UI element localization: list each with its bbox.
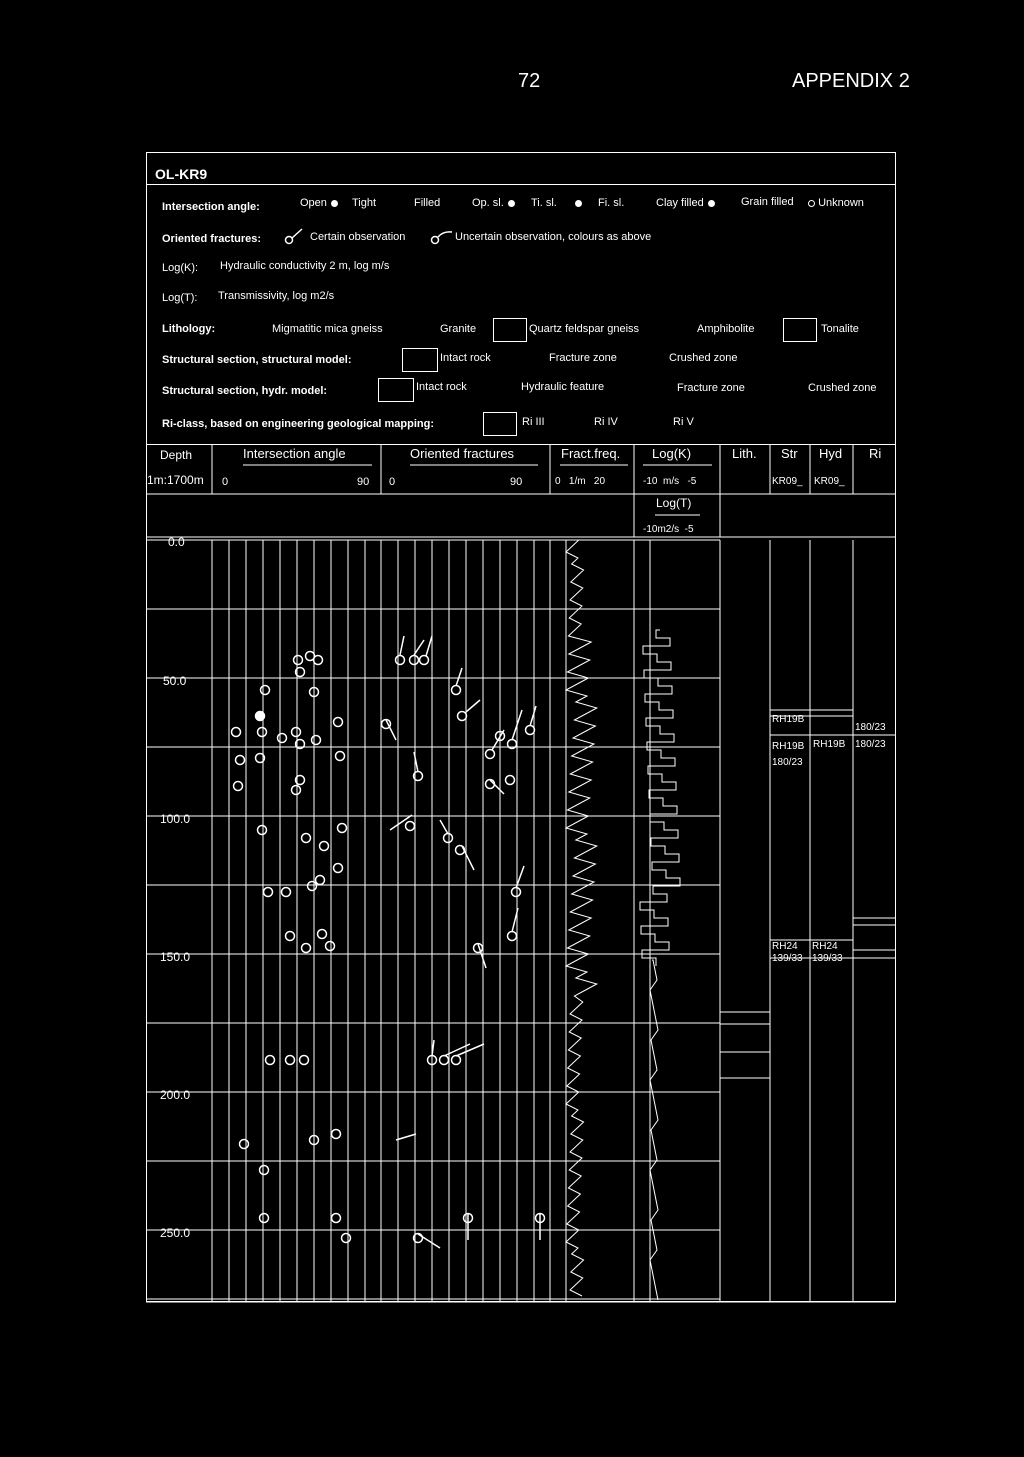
- open-fracture-dot: [256, 712, 265, 721]
- fract-scale: 0 1/m 20: [555, 476, 606, 487]
- depth-label-50: 50.0: [163, 674, 187, 688]
- legend-fi-sl: Fi. sl.: [598, 197, 625, 209]
- ri-iv: Ri IV: [594, 416, 618, 428]
- hyd-zone-label: RH24: [812, 941, 838, 952]
- depth-label-100: 100.0: [160, 812, 191, 826]
- fracture-ring: [334, 864, 343, 873]
- fracture-ring: [486, 750, 495, 759]
- fracture-ring: [278, 734, 287, 743]
- oriented-fracture-tail: [396, 1134, 416, 1140]
- fracture-ring: [232, 728, 241, 737]
- hydr-feature: Hydraulic feature: [521, 381, 605, 393]
- fracture-ring: [506, 776, 515, 785]
- fracture-ring: [338, 824, 347, 833]
- logt-legend-label: Log(T):: [162, 292, 198, 304]
- hyd-sub: KR09_: [814, 476, 845, 487]
- int-min: 0: [222, 476, 229, 488]
- fracture-ring: [396, 656, 405, 665]
- str-sub: KR09_: [772, 476, 803, 487]
- str-zone-label: RH19B: [772, 741, 805, 752]
- int-max: 90: [357, 476, 370, 488]
- fracture-ring: [342, 1234, 351, 1243]
- oriented-uncertain: Uncertain observation, colours as above: [455, 231, 652, 243]
- legend-open: Open: [300, 197, 338, 209]
- oriented-fracture-tail: [456, 668, 462, 686]
- appendix-label: APPENDIX 2: [792, 70, 910, 92]
- col-ri: Ri: [869, 446, 882, 461]
- logt-scale: -10m2/s -5: [643, 524, 694, 535]
- fracture-ring: [234, 782, 243, 791]
- fracture-ring: [286, 932, 295, 941]
- fracture-ring: [266, 1056, 275, 1065]
- fracture-ring: [526, 726, 535, 735]
- intersection-legend-label: Intersection angle:: [162, 201, 260, 213]
- hyd-zone-value: 180/23: [855, 739, 886, 750]
- col-fract: Fract.freq.: [561, 446, 621, 461]
- col-logt: Log(T): [656, 496, 692, 510]
- legend-unknown: Unknown: [808, 197, 864, 209]
- fracture-ring: [302, 944, 311, 953]
- oriented-fracture-tail: [456, 1044, 484, 1056]
- struct-crushed: Crushed zone: [669, 352, 738, 364]
- fracture-ring: [318, 930, 327, 939]
- lithology-legend-label: Lithology:: [162, 323, 216, 335]
- fracture-ring: [420, 656, 429, 665]
- hyd-zone-label: RH19B: [813, 739, 846, 750]
- fracture-ring: [452, 686, 461, 695]
- fracture-ring: [320, 842, 329, 851]
- hyd-zone-value: 180/23: [855, 722, 886, 733]
- fracture-ring: [260, 1214, 269, 1223]
- ri-legend-label: Ri-class, based on engineering geological mapping:: [162, 418, 434, 430]
- col-hyd: Hyd: [819, 446, 843, 461]
- depth-label-150: 150.0: [160, 950, 191, 964]
- fracture-ring: [302, 834, 311, 843]
- lith-tonalite: Tonalite: [821, 323, 859, 335]
- struct-intact: Intact rock: [440, 352, 491, 364]
- logk-legend-label: Log(K):: [162, 262, 199, 274]
- hydr-intact: Intact rock: [416, 381, 467, 393]
- oriented-fracture-tail: [462, 846, 474, 870]
- oriented-certain: Certain observation: [310, 231, 406, 243]
- fracture-ring: [236, 756, 245, 765]
- fracture-ring: [458, 712, 467, 721]
- ori-max: 90: [510, 476, 523, 488]
- fracture-ring: [240, 1140, 249, 1149]
- depth-label-200: 200.0: [160, 1088, 191, 1102]
- fracture-ring: [260, 1166, 269, 1175]
- col-str: Str: [781, 446, 798, 461]
- fracture-ring: [444, 834, 453, 843]
- str-zone-label: RH24: [772, 941, 798, 952]
- fracture-ring: [334, 718, 343, 727]
- fracture-ring: [282, 888, 291, 897]
- fracture-ring: [406, 822, 415, 831]
- hydr-fracture: Fracture zone: [677, 382, 745, 394]
- oriented-fracture-tail: [426, 636, 432, 656]
- legend-tight: Tight: [352, 197, 377, 209]
- legend-op-sl: Op. sl.: [472, 197, 515, 209]
- fracture-ring: [326, 942, 335, 951]
- logt-legend-text: Transmissivity, log m2/s: [218, 290, 335, 302]
- fracture-ring: [264, 888, 273, 897]
- oriented-fracture-tail: [490, 780, 504, 794]
- oriented-legend-label: Oriented fractures:: [162, 233, 262, 245]
- str-zone-label: RH19B: [772, 714, 805, 725]
- col-oriented: Oriented fractures: [410, 446, 515, 461]
- fracture-ring: [300, 1056, 309, 1065]
- fracture-ring: [292, 728, 301, 737]
- ri-iii: Ri III: [522, 416, 545, 428]
- fracture-ring: [336, 752, 345, 761]
- lith-amphibolite: Amphibolite: [697, 323, 755, 335]
- logk-trace: [640, 630, 680, 966]
- hyd-zone-value: 139/33: [812, 953, 843, 964]
- legend-grain: Grain filled: [741, 196, 794, 208]
- page-number: 72: [518, 70, 541, 92]
- lith-granite: Granite: [440, 323, 477, 335]
- fracture-frequency-trace: [566, 540, 597, 1296]
- struct-legend-label: Structural section, structural model:: [162, 354, 352, 366]
- lith-mica-gneiss: Migmatitic mica gneiss: [272, 323, 383, 335]
- fracture-ring: [316, 876, 325, 885]
- col-intersection: Intersection angle: [243, 446, 346, 461]
- fracture-ring: [440, 1056, 449, 1065]
- col-logk: Log(K): [652, 446, 692, 461]
- fracture-ring: [410, 656, 419, 665]
- fracture-ring: [258, 826, 267, 835]
- col-scale: 1m:1700m: [147, 473, 204, 487]
- oriented-fracture-tail: [530, 706, 536, 726]
- fracture-ring: [452, 1056, 461, 1065]
- ori-min: 0: [389, 476, 396, 488]
- fracture-ring: [512, 888, 521, 897]
- fracture-ring: [294, 656, 303, 665]
- depth-label-250: 250.0: [160, 1226, 191, 1240]
- oriented-fracture-tail: [390, 815, 412, 830]
- hydr-legend-label: Structural section, hydr. model:: [162, 385, 328, 397]
- fracture-ring: [332, 1214, 341, 1223]
- col-lith: Lith.: [732, 446, 757, 461]
- legend-filled: Filled: [414, 197, 441, 209]
- fracture-ring: [258, 728, 267, 737]
- str-zone-value: 180/23: [772, 757, 803, 768]
- fracture-ring: [261, 686, 270, 695]
- fracture-ring: [292, 786, 301, 795]
- oriented-fracture-tail: [466, 700, 480, 712]
- depth-label-0: 0.0: [168, 535, 185, 549]
- struct-fracture: Fracture zone: [549, 352, 617, 364]
- hydr-crushed: Crushed zone: [808, 382, 877, 394]
- fracture-ring: [332, 1130, 341, 1139]
- legend-clay: Clay filled: [656, 197, 715, 209]
- str-zone-value: 139/33: [772, 953, 803, 964]
- logk-scale: -10 m/s -5: [643, 476, 697, 487]
- fracture-ring: [508, 932, 517, 941]
- ri-v: Ri V: [673, 416, 694, 428]
- borehole-title: OL-KR9: [155, 166, 208, 182]
- oriented-fracture-tail: [440, 820, 448, 834]
- logt-trace: [650, 960, 658, 1300]
- oriented-fracture-tail: [400, 636, 404, 655]
- col-depth: Depth: [160, 448, 193, 462]
- lith-quartz-feldspar: Quartz feldspar gneiss: [529, 323, 640, 335]
- fracture-ring: [286, 1056, 295, 1065]
- fracture-ring: [312, 736, 321, 745]
- fracture-ring: [308, 882, 317, 891]
- logk-legend-text: Hydraulic conductivity 2 m, log m/s: [220, 260, 390, 272]
- fracture-ring: [314, 656, 323, 665]
- legend-ti-sl: Ti. sl.: [531, 197, 582, 209]
